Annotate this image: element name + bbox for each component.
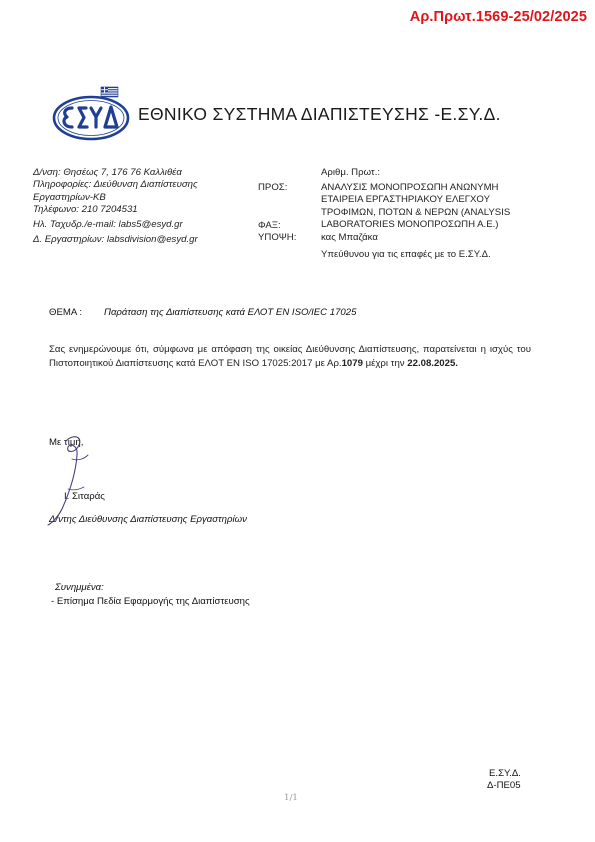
sender-block <box>33 167 198 246</box>
protocol-number: Αρ.Πρωτ.1569-25/02/2025 <box>409 9 587 25</box>
attachments-label: Συνημμένα: <box>55 582 104 593</box>
closing-greeting: Με τιμή, <box>49 437 84 448</box>
subject-label: ΘΕΜΑ : <box>49 307 83 318</box>
recipient-line-2: ΕΤΑΙΡΕΙΑ ΕΡΓΑΣΤΗΡΙΑΚΟΥ ΕΛΕΓΧΟΥ <box>321 194 490 206</box>
handwritten-signature <box>44 431 104 531</box>
esyd-logo <box>52 86 134 142</box>
footer-org: Ε.ΣΥ.Δ. <box>489 768 521 779</box>
recipient-line-1: ΑΝΑΛΥΣΙΣ ΜΟΝΟΠΡΟΣΩΠΗ ΑΝΩΝΥΜΗ <box>321 182 499 193</box>
sender-info-line2: Εργαστηρίων-ΚΒ <box>33 191 106 203</box>
sender-division-email: Δ. Εργαστηρίων: labsdivision@esyd.gr <box>33 234 198 246</box>
recipient-line-4: LABORATORIES ΜΟΝΟΠΡΟΣΩΠΗ Α.Ε.) <box>321 218 499 230</box>
signer-title: Δ/ντης Διεύθυνσης Διαπίστευσης Εργαστηρίων <box>49 514 247 525</box>
sender-email: Ηλ. Ταχυδρ./e-mail: labs5@esyd.gr <box>33 219 183 231</box>
sender-info-line1: Πληροφορίες: Διεύθυνση Διαπίστευσης <box>33 179 198 191</box>
recipient-name-block <box>321 182 510 231</box>
page-number: 1/1 <box>284 793 298 803</box>
sender-phone: Τηλέφωνο: 210 7204531 <box>33 204 138 216</box>
greek-flag-icon <box>101 87 118 97</box>
sender-address: Δ/νση: Θησέως 7, 176 76 Καλλιθέα <box>33 167 182 178</box>
esyd-logo-graphic <box>52 86 134 142</box>
signer-name: Ι. Σιταράς <box>64 491 105 502</box>
footer-code: Δ-ΠΕ05 <box>487 780 521 791</box>
to-label: ΠΡΟΣ: <box>258 182 288 193</box>
attachment-item: - Επίσημα Πεδία Εφαρμογής της Διαπίστευσης <box>51 596 250 607</box>
protocol-field-label: Αριθμ. Πρωτ.: <box>321 167 381 178</box>
letter-body <box>49 343 531 371</box>
fax-label: ΦΑΞ: <box>258 220 281 231</box>
attention-role: Υπεύθυνου για τις επαφές με το Ε.ΣΥ.Δ. <box>321 249 491 260</box>
body-text-part1: Σας ενημερώνουμε ότι, σύμφωνα με απόφαση της οικείας Διεύθυνσης Διαπίστευσης, παρατείνεται η ισχύς του Πιστοποιητικού Διαπίστευσης κατά ΕΛΟΤ EN ISO 17025:2017 με Αρ. <box>49 344 531 369</box>
attention-label: ΥΠΟΨΗ: <box>258 232 297 243</box>
organization-title: ΕΘΝΙΚΟ ΣΥΣΤΗΜΑ ΔΙΑΠΙΣΤΕΥΣΗΣ -Ε.ΣΥ.Δ. <box>138 104 501 124</box>
body-text-part2: μέχρι την <box>362 357 408 369</box>
subject-text: Παράταση της Διαπίστευσης κατά ΕΛΟΤ EN ISO/IEC 17025 <box>104 307 357 318</box>
recipient-line-3: ΤΡΟΦΙΜΩΝ, ΠΟΤΩΝ & ΝΕΡΩΝ (ANALYSIS <box>321 206 511 218</box>
certificate-number: 1079 <box>341 357 363 369</box>
extension-date: 22.08.2025. <box>407 357 458 369</box>
attention-name: κας Μπαζάκα <box>321 232 378 243</box>
